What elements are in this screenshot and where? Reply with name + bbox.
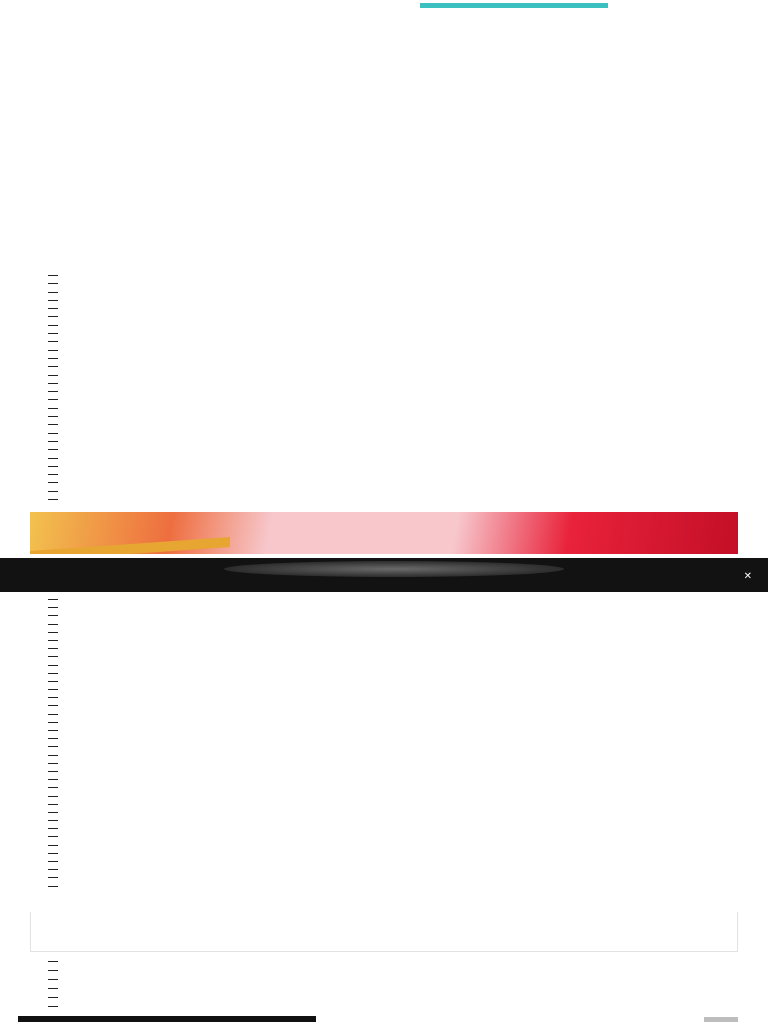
credit-line[interactable] [100, 180, 668, 186]
list-item [48, 496, 738, 504]
bullet-icon [48, 869, 58, 870]
list-item [48, 380, 738, 388]
list-item [48, 471, 738, 479]
list-item [48, 637, 738, 645]
bullet-list [48, 596, 738, 892]
section-heading [30, 902, 690, 912]
list-item [48, 438, 738, 446]
list-item [48, 488, 738, 496]
bullet-icon [48, 771, 58, 772]
list-item [48, 1003, 738, 1012]
bullet-icon [48, 607, 58, 608]
list-item [48, 421, 738, 429]
bullet-icon [48, 449, 58, 450]
list-item [48, 976, 738, 985]
bullet-icon [48, 877, 58, 878]
list-item [48, 883, 738, 891]
bullet-icon [48, 820, 58, 821]
list-item [48, 735, 738, 743]
list-item [48, 760, 738, 768]
bullet-icon [48, 640, 58, 641]
bullet-icon [48, 275, 58, 276]
bullet-icon [48, 730, 58, 731]
bullet-icon [48, 325, 58, 326]
page-subtitle [40, 15, 728, 21]
bullet-icon [48, 787, 58, 788]
list-item [48, 347, 738, 355]
bullet-icon [48, 665, 58, 666]
list-item [48, 372, 738, 380]
list-item [48, 727, 738, 735]
list-item [48, 396, 738, 404]
bullet-list [48, 958, 738, 1014]
list-item [48, 842, 738, 850]
bullet-icon [48, 988, 58, 989]
list-item [48, 604, 738, 612]
banner-stripe [30, 537, 230, 554]
bullet-icon [48, 779, 58, 780]
bullet-icon [48, 979, 58, 980]
bullet-icon [48, 746, 58, 747]
list-item [48, 858, 738, 866]
bullet-icon [48, 333, 58, 334]
bullet-icon [48, 970, 58, 971]
bullet-icon [48, 383, 58, 384]
bullet-icon [48, 366, 58, 367]
bullet-icon [48, 433, 58, 434]
bullet-icon [48, 836, 58, 837]
bullet-icon [48, 804, 58, 805]
bullet-icon [48, 300, 58, 301]
corner-button[interactable] [704, 1017, 738, 1022]
bullet-icon [48, 482, 58, 483]
bullet-icon [48, 474, 58, 475]
bullet-icon [48, 466, 58, 467]
list-item [48, 446, 738, 454]
list-item [48, 355, 738, 363]
list-item [48, 743, 738, 751]
bullet-icon [48, 755, 58, 756]
intro-paragraph [30, 105, 735, 139]
media-strip[interactable] [0, 558, 768, 592]
bullet-icon [48, 615, 58, 616]
banner-caption [230, 529, 560, 535]
list-item [48, 994, 738, 1003]
progress-fill [18, 1016, 316, 1022]
bullet-icon [48, 632, 58, 633]
list-item [48, 784, 738, 792]
list-item [48, 629, 738, 637]
list-item [48, 752, 738, 760]
bullet-icon [48, 812, 58, 813]
reading-progress-bar[interactable] [18, 1016, 316, 1022]
bullet-icon [48, 599, 58, 600]
list-item [48, 596, 738, 604]
list-item [48, 653, 738, 661]
bullet-icon [48, 491, 58, 492]
bullet-icon [48, 1006, 58, 1007]
list-item [48, 330, 738, 338]
bullet-icon [48, 408, 58, 409]
media-image [224, 561, 564, 577]
list-item [48, 825, 738, 833]
bullet-icon [48, 828, 58, 829]
list-item [48, 405, 738, 413]
bullet-icon [48, 624, 58, 625]
bullet-icon [48, 358, 58, 359]
section-heading [30, 222, 690, 232]
list-item [48, 338, 738, 346]
list-item [48, 833, 738, 841]
list-item [48, 463, 738, 471]
bullet-icon [48, 845, 58, 846]
bullet-icon [48, 424, 58, 425]
list-item [48, 686, 738, 694]
bullet-icon [48, 341, 58, 342]
bullet-icon [48, 391, 58, 392]
list-item [48, 305, 738, 313]
bullet-list [48, 272, 738, 502]
list-item [48, 817, 738, 825]
list-item [48, 985, 738, 994]
bullet-icon [48, 673, 58, 674]
bullet-icon [48, 714, 58, 715]
list-item [48, 272, 738, 280]
bullet-icon [48, 763, 58, 764]
list-item [48, 678, 738, 686]
bullet-icon [48, 738, 58, 739]
bullet-icon [48, 689, 58, 690]
list-item [48, 801, 738, 809]
list-item [48, 711, 738, 719]
list-item [48, 866, 738, 874]
bullet-icon [48, 796, 58, 797]
list-item [48, 388, 738, 396]
bullet-icon [48, 283, 58, 284]
list-item [48, 645, 738, 653]
list-item [48, 455, 738, 463]
bullet-icon [48, 375, 58, 376]
list-item [48, 776, 738, 784]
promo-banner[interactable] [30, 512, 738, 554]
callout-box [30, 912, 738, 952]
bullet-icon [48, 416, 58, 417]
list-item [48, 430, 738, 438]
list-item [48, 612, 738, 620]
bullet-icon [48, 853, 58, 854]
bullet-icon [48, 648, 58, 649]
bullet-icon [48, 316, 58, 317]
bullet-icon [48, 499, 58, 500]
bullet-icon [48, 681, 58, 682]
bullet-icon [48, 722, 58, 723]
list-item [48, 297, 738, 305]
list-item [48, 363, 738, 371]
list-item [48, 719, 738, 727]
bullet-icon [48, 292, 58, 293]
list-item [48, 809, 738, 817]
list-item [48, 670, 738, 678]
list-item [48, 958, 738, 967]
bullet-icon [48, 656, 58, 657]
list-item [48, 793, 738, 801]
list-item [48, 413, 738, 421]
bullet-icon [48, 861, 58, 862]
bullet-icon [48, 961, 58, 962]
credit-line[interactable] [100, 68, 668, 74]
list-item [48, 280, 738, 288]
bullet-icon [48, 697, 58, 698]
bullet-icon [48, 308, 58, 309]
list-item [48, 479, 738, 487]
list-item [48, 621, 738, 629]
list-item [48, 322, 738, 330]
bullet-icon [48, 705, 58, 706]
bullet-icon [48, 458, 58, 459]
bullet-icon [48, 997, 58, 998]
list-item [48, 702, 738, 710]
list-item [48, 967, 738, 976]
close-icon[interactable]: ✕ [743, 571, 752, 582]
list-item [48, 768, 738, 776]
list-item [48, 313, 738, 321]
bullet-icon [48, 350, 58, 351]
list-item [48, 662, 738, 670]
bullet-icon [48, 886, 58, 887]
credit-line[interactable] [100, 142, 668, 148]
list-item [48, 694, 738, 702]
list-item [48, 850, 738, 858]
list-item [48, 289, 738, 297]
bullet-icon [48, 441, 58, 442]
bullet-icon [48, 399, 58, 400]
list-item [48, 874, 738, 882]
